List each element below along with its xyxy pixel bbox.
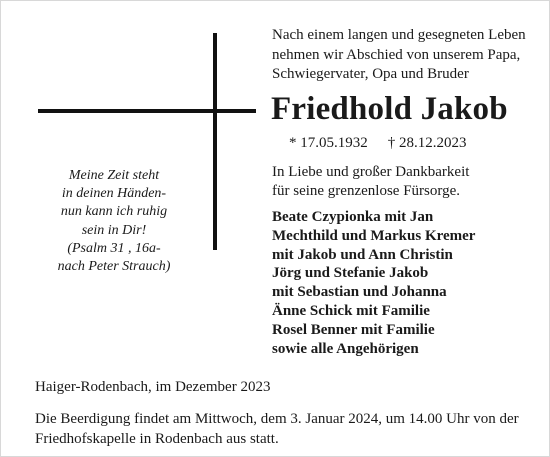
life-dates [289, 135, 467, 152]
verse-reference-line: (Psalm 31 , 16a- [67, 240, 161, 256]
mourner-line: Jörg und Stefanie Jakob [272, 265, 429, 282]
mourner-line: mit Jakob und Ann Christin [272, 246, 453, 263]
mourner-line: Beate Czypionka mit Jan [272, 209, 434, 225]
thanks-text [272, 163, 469, 200]
funeral-info [35, 410, 519, 449]
mourner-line: Rosel Benner mit Familie [272, 321, 435, 338]
thanks-line: In Liebe und großer Dankbarkeit [272, 164, 470, 180]
thanks-line: für seine grenzenlose Fürsorge. [272, 182, 460, 199]
place-and-date: Haiger-Rodenbach, im Dezember 2023 [35, 379, 271, 395]
verse-reference-line: nach Peter Strauch) [57, 259, 171, 275]
bible-verse [41, 167, 187, 276]
mourners-list [272, 208, 475, 358]
cross-horizontal-bar [38, 109, 256, 113]
intro-line: Schwiegervater, Opa und Bruder [272, 66, 469, 82]
verse-line: nun kann ich ruhig [60, 204, 168, 220]
mourner-line: Änne Schick mit Familie [272, 302, 430, 319]
funeral-line: Friedhofskapelle in Rodenbach aus statt. [35, 430, 279, 447]
death-date: † 28.12.2023 [387, 135, 467, 151]
verse-line: sein in Dir! [81, 222, 147, 238]
verse-line: in deinen Händen- [61, 186, 167, 202]
intro-line: Nach einem langen und gesegneten Leben [272, 27, 526, 43]
birth-date: * 17.05.1932 [289, 135, 368, 151]
verse-line: Meine Zeit steht [68, 168, 160, 183]
mourner-line: mit Sebastian und Johanna [272, 284, 447, 301]
intro-text [272, 26, 537, 85]
mourner-line: Mechthild und Markus Kremer [272, 227, 476, 244]
intro-line: nehmen wir Abschied von unserem Papa, [272, 46, 521, 63]
cross-vertical-bar [213, 33, 217, 250]
deceased-name: Friedhold Jakob [271, 91, 508, 127]
funeral-line: Die Beerdigung findet am Mittwoch, dem 3. Januar 2024, um 14.00 Uhr von der [35, 411, 519, 427]
mourner-line: sowie alle Angehörigen [272, 340, 419, 357]
